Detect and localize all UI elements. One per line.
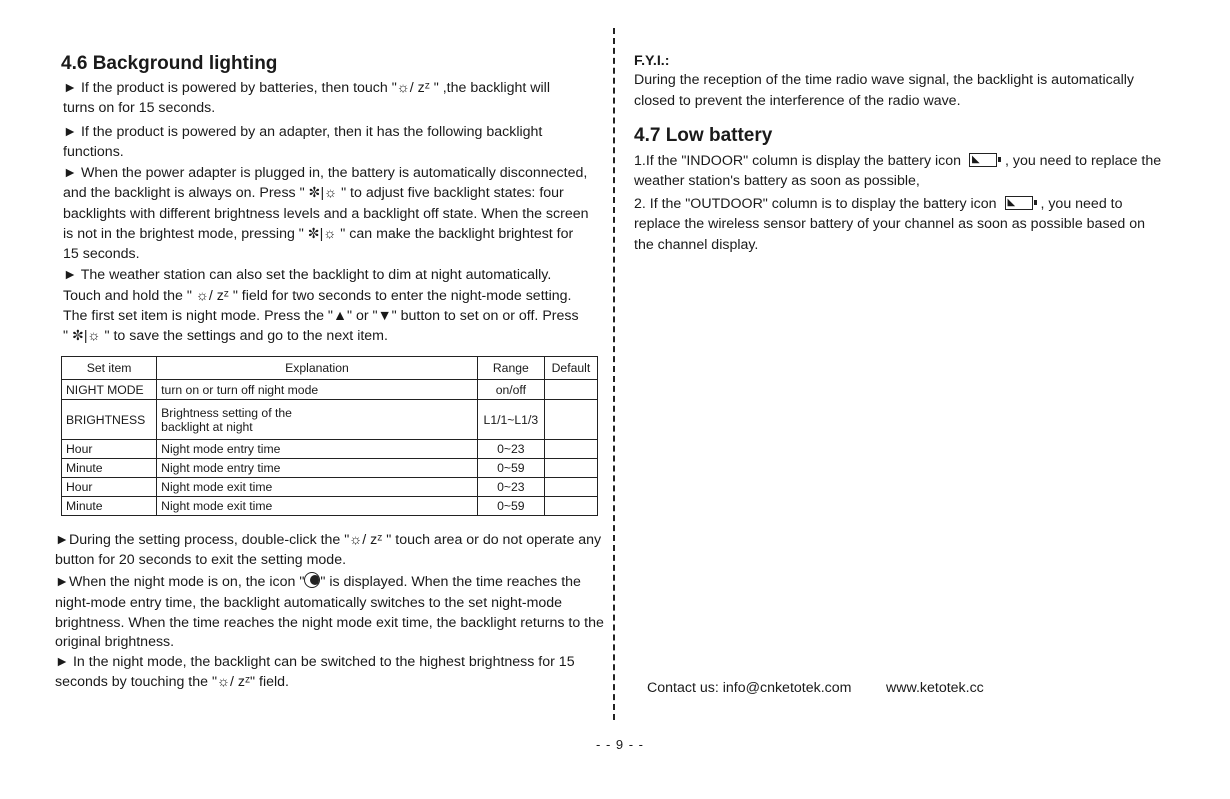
table-cell xyxy=(544,459,597,478)
table-header-cell: Range xyxy=(477,357,544,380)
table-row xyxy=(62,440,598,459)
section-heading-background-lighting: 4.6 Background lighting xyxy=(61,53,278,74)
paragraph-line: ► When the power adapter is plugged in, the battery is automatically disconnected, xyxy=(63,165,588,181)
table-row xyxy=(62,478,598,497)
table-cell: Brightness setting of the backlight at night xyxy=(157,400,478,440)
table-row xyxy=(62,380,598,400)
table-cell xyxy=(544,380,597,400)
paragraph-line: Touch and hold the " ☼/ zᶻ " field for two seconds to enter the night-mode setting. xyxy=(63,288,572,304)
paragraph-line xyxy=(634,151,1161,172)
paragraph-line: replace the wireless sensor battery of your channel as soon as possible based on xyxy=(634,216,1146,232)
moon-icon xyxy=(304,572,320,588)
table-cell: Night mode entry time xyxy=(157,440,478,459)
paragraph-line: the channel display. xyxy=(634,237,759,253)
night-mode-settings-table xyxy=(61,356,598,516)
paragraph-line: The first set item is night mode. Press the "▲" or "▼" button to set on or off. Press xyxy=(63,308,579,324)
fyi-title: F.Y.I.: xyxy=(634,53,670,69)
page-number: - - 9 - - xyxy=(596,737,644,752)
paragraph-line: weather station's battery as soon as possible, xyxy=(634,173,920,189)
column-divider xyxy=(613,28,615,720)
paragraph-line: turns on for 15 seconds. xyxy=(63,100,216,116)
table-header-cell: Default xyxy=(544,357,597,380)
paragraph-line: brightness. When the time reaches the night mode exit time, the backlight returns to the xyxy=(55,615,604,631)
paragraph-text: 2. If the "OUTDOOR" column is to display the battery icon xyxy=(634,196,997,212)
low-battery-icon: ◣ xyxy=(1005,196,1033,210)
website-url: www.ketotek.cc xyxy=(886,680,984,696)
paragraph-line: 15 seconds. xyxy=(63,246,140,262)
table-cell: BRIGHTNESS xyxy=(62,400,157,440)
table-header-cell: Explanation xyxy=(157,357,478,380)
table-cell xyxy=(544,478,597,497)
paragraph-line: button for 20 seconds to exit the setting mode. xyxy=(55,552,347,568)
paragraph-line: backlights with different brightness levels and a backlight off state. When the screen xyxy=(63,206,589,222)
section-heading-low-battery: 4.7 Low battery xyxy=(634,125,773,146)
paragraph-text: ►When the night mode is on, the icon " xyxy=(55,574,305,590)
paragraph-line: night-mode entry time, the backlight automatically switches to the set night-mode xyxy=(55,595,563,611)
paragraph-text: 1.If the "INDOOR" column is display the battery icon xyxy=(634,153,962,169)
paragraph-text: , you need to replace the xyxy=(1004,153,1162,169)
table-cell: 0~59 xyxy=(477,459,544,478)
table-cell: on/off xyxy=(477,380,544,400)
table-row xyxy=(62,400,598,440)
paragraph-line: ►During the setting process, double-click the "☼/ zᶻ " touch area or do not operate any xyxy=(55,532,602,548)
paragraph-line xyxy=(55,572,581,593)
table-cell: 0~23 xyxy=(477,478,544,497)
paragraph-text: , you need to xyxy=(1040,196,1123,212)
table-cell: Hour xyxy=(62,478,157,497)
table-cell: Minute xyxy=(62,497,157,516)
paragraph-line: ► If the product is powered by batteries, then touch "☼/ zᶻ " ,the backlight will xyxy=(63,80,550,96)
table-cell: Night mode entry time xyxy=(157,459,478,478)
table-cell xyxy=(544,440,597,459)
contact-email: Contact us: info@cnketotek.com xyxy=(647,680,852,696)
paragraph-line: ► In the night mode, the backlight can be switched to the highest brightness for 15 xyxy=(55,654,575,670)
table-cell: NIGHT MODE xyxy=(62,380,157,400)
paragraph-line: closed to prevent the interference of the radio wave. xyxy=(634,93,961,109)
table-cell: 0~59 xyxy=(477,497,544,516)
paragraph-line: " ✼|☼ " to save the settings and go to the next item. xyxy=(63,328,388,344)
table-row xyxy=(62,497,598,516)
table-cell: 0~23 xyxy=(477,440,544,459)
low-battery-icon: ◣ xyxy=(969,153,997,167)
table-cell: Night mode exit time xyxy=(157,478,478,497)
paragraph-text: " is displayed. When the time reaches the xyxy=(320,574,581,590)
table-cell: turn on or turn off night mode xyxy=(157,380,478,400)
paragraph-line: ► The weather station can also set the backlight to dim at night automatically. xyxy=(63,267,552,283)
table-row xyxy=(62,459,598,478)
table-cell: Night mode exit time xyxy=(157,497,478,516)
paragraph-line: and the backlight is always on. Press " ✼|☼ " to adjust five backlight states: four xyxy=(63,185,564,201)
table-cell: Minute xyxy=(62,459,157,478)
table-cell xyxy=(544,497,597,516)
paragraph-line: is not in the brightest mode, pressing " ✼|☼ " can make the backlight brightest for xyxy=(63,226,574,242)
paragraph-line xyxy=(634,194,1123,215)
paragraph-line: seconds by touching the "☼/ zᶻ" field. xyxy=(55,674,290,690)
paragraph-line: functions. xyxy=(63,144,124,160)
paragraph-line: original brightness. xyxy=(55,634,175,650)
paragraph-line: During the reception of the time radio wave signal, the backlight is automatically xyxy=(634,72,1134,88)
table-cell: Hour xyxy=(62,440,157,459)
table-cell xyxy=(544,400,597,440)
table-header-cell: Set item xyxy=(62,357,157,380)
paragraph-line: ► If the product is powered by an adapter, then it has the following backlight xyxy=(63,124,543,140)
table-header-row xyxy=(62,357,598,380)
table-cell: L1/1~L1/3 xyxy=(477,400,544,440)
